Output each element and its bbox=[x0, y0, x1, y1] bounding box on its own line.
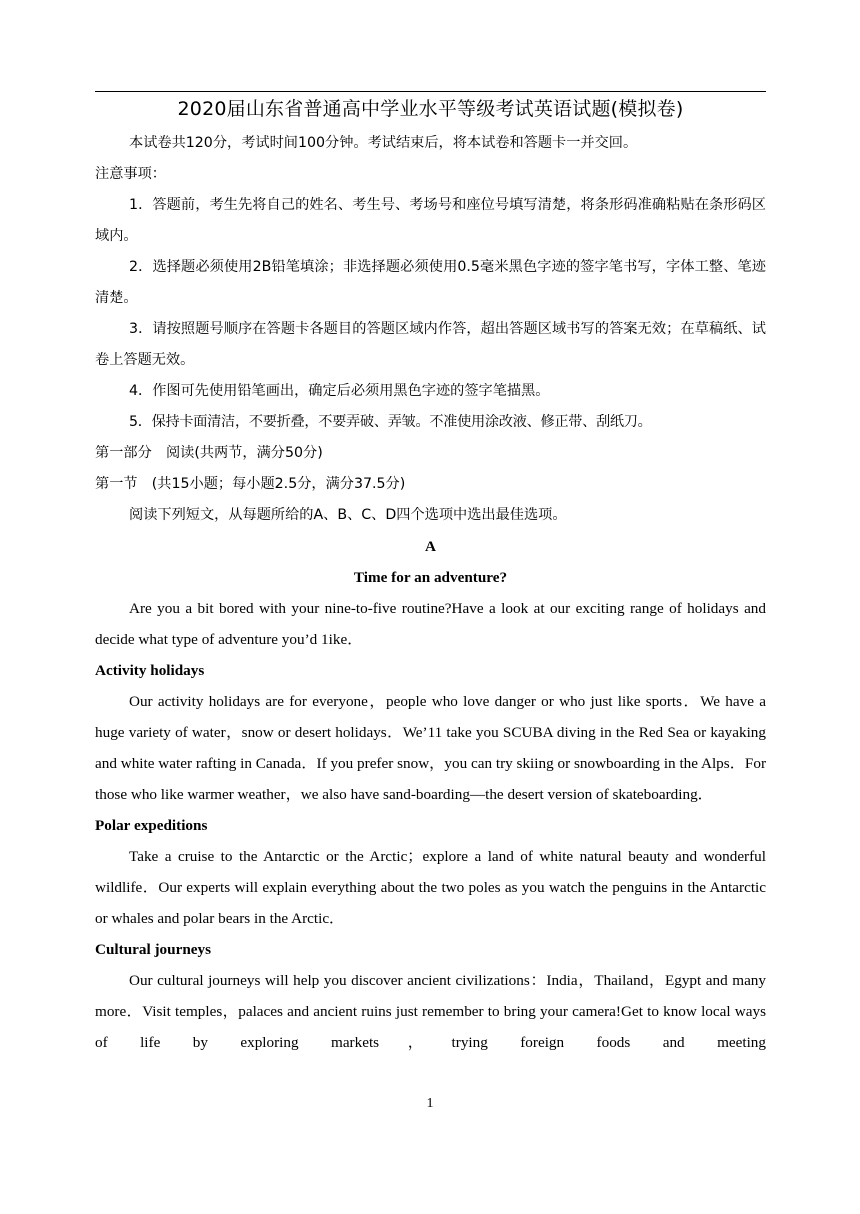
section-text-activity: Our activity holidays are for everyone，people who love danger or who just like sports．We have a huge variety of water，snow or desert holidays．We’11 take you SCUBA diving in the Red Sea or kayaking and white water rafting in Canada．If you prefer snow，you can try skiing or snowboarding in the Alps．For those who like warmer weather，we also have sand-boarding—the desert version of skateboarding． bbox=[95, 693, 766, 803]
passage-title: Time for an adventure? bbox=[353, 569, 508, 586]
notice-item: 5．保持卡面清洁，不要折叠，不要弄破、弄皱。不准使用涂改液、修正带、刮纸刀。 bbox=[129, 414, 652, 430]
part-heading: 第一部分 阅读(共两节，满分50分) bbox=[95, 445, 323, 461]
notice-item: 4．作图可先使用铅笔画出，确定后必须用黑色字迹的签字笔描黑。 bbox=[129, 383, 550, 399]
notice-item: 1．答题前，考生先将自己的姓名、考生号、考场号和座位号填写清楚，将条形码准确粘贴在条形码区域内。 bbox=[95, 197, 766, 244]
exam-intro: 本试卷共120分，考试时间100分钟。考试结束后，将本试卷和答题卡一并交回。 bbox=[129, 135, 638, 151]
section-text-cultural: Our cultural journeys will help you discover ancient civilizations：India，Thailand，Egypt and many more．Visit temples，palaces and ancient ruins just remember to bring your camera!Get to know local ways of life by exploring markets，trying foreign foods and meeting bbox=[95, 972, 766, 1051]
passage-intro: Are you a bit bored with your nine-to-five routine?Have a look at our exciting range of holidays and decide what type of adventure you’d 1ike． bbox=[95, 600, 766, 648]
reading-instruction: 阅读下列短文，从每题所给的A、B、C、D四个选项中选出最佳选项。 bbox=[129, 507, 567, 523]
notice-item: 2．选择题必须使用2B铅笔填涂；非选择题必须使用0.5毫米黑色字迹的签字笔书写，字体工整、笔迹清楚。 bbox=[95, 259, 766, 306]
page-number: 1 bbox=[426, 1096, 434, 1111]
section-heading-polar: Polar expeditions bbox=[95, 817, 208, 834]
notice-item: 3．请按照题号顺序在答题卡各题目的答题区域内作答，超出答题区域书写的答案无效；在草稿纸、试卷上答题无效。 bbox=[95, 321, 766, 368]
section-heading: 第一节 (共15小题；每小题2.5分，满分37.5分) bbox=[95, 476, 406, 492]
notice-heading: 注意事项： bbox=[95, 166, 166, 182]
section-heading-cultural: Cultural journeys bbox=[95, 941, 212, 958]
header-rule bbox=[95, 91, 766, 92]
passage-letter: A bbox=[425, 538, 436, 555]
section-heading-activity: Activity holidays bbox=[95, 662, 205, 679]
exam-page-body bbox=[95, 128, 766, 1058]
exam-title: 2020届山东省普通高中学业水平等级考试英语试题(模拟卷) bbox=[177, 98, 684, 120]
section-text-polar: Take a cruise to the Antarctic or the Arctic；explore a land of white natural beauty and wonderful wildlife．Our experts will explain everything about the two poles as you watch the penguins in the Antarctic or whales and polar bears in the Arctic． bbox=[95, 848, 766, 927]
